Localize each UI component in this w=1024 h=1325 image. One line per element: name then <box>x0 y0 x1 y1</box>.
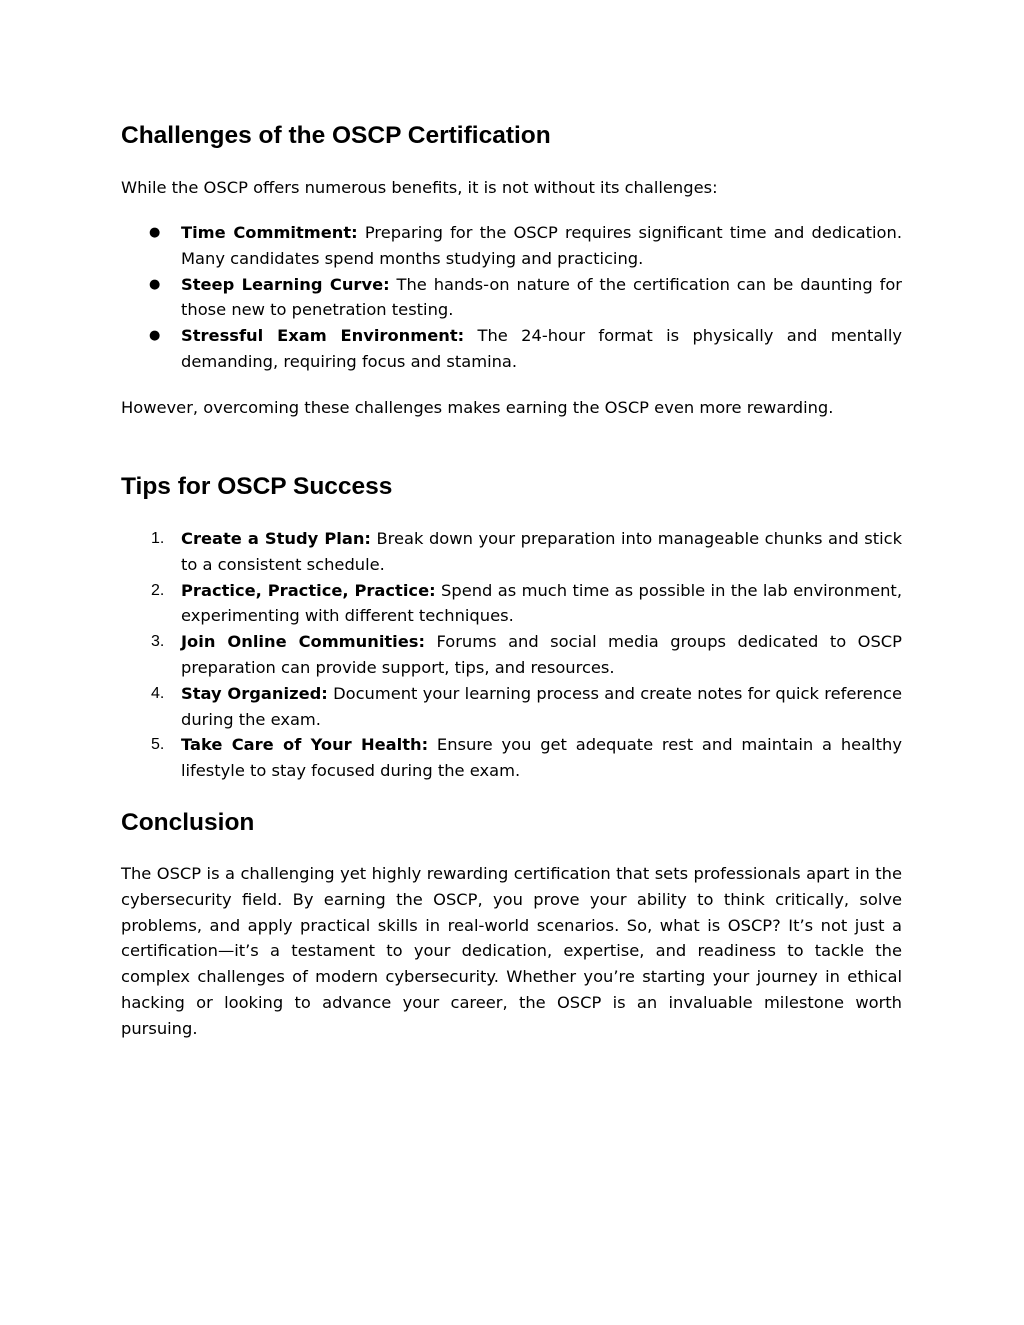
item-number: 4. <box>151 684 165 702</box>
item-text: Break down your preparation into manageable chunks and stick to a consistent schedule. <box>181 529 902 574</box>
item-lead: Stressful Exam Environment: <box>181 326 465 346</box>
item-lead: Take Care of Your Health: <box>181 735 429 755</box>
item-text: Spend as much time as possible in the lab environment, experimenting with different techniques. <box>181 580 902 626</box>
list-item <box>121 220 902 272</box>
item-text: Document your learning process and create notes for quick reference during the exam. <box>181 683 902 729</box>
list-item <box>121 681 902 733</box>
conclusion-heading: Conclusion <box>121 809 255 836</box>
bullet-icon: ● <box>149 276 161 292</box>
list-item <box>121 323 902 375</box>
item-lead: Steep Learning Curve: <box>181 274 390 294</box>
conclusion-body: The OSCP is a challenging yet highly rewarding certification that sets professionals apart in the cybersecurity field. By earning the OSCP, you prove your ability to think critically, solve problems, and apply practical skills in real-world scenarios. So, what is OSCP? It’s not just a certification—it’s a testament to your dedication, expertise, and readiness to tackle the complex challenges of modern cybersecurity. Whether you’re starting your journey in ethical hacking or looking to advance your career, the OSCP is an invaluable milestone worth pursuing. <box>121 864 902 1038</box>
item-lead: Stay Organized: <box>181 683 328 703</box>
tips-heading: Tips for OSCP Success <box>121 473 393 500</box>
list-item <box>121 732 902 784</box>
item-text: Preparing for the OSCP requires significant time and dedication. Many candidates spend months studying and practicing. <box>181 223 902 268</box>
bullet-icon: ● <box>149 225 161 240</box>
challenges-heading: Challenges of the OSCP Certification <box>121 122 551 149</box>
list-item <box>121 526 902 578</box>
tips-list <box>121 526 902 784</box>
item-text: Ensure you get adequate rest and maintain a healthy lifestyle to stay focused during the exam. <box>181 735 902 781</box>
challenges-list <box>121 220 902 375</box>
item-number: 5. <box>151 736 165 754</box>
item-text: The 24-hour format is physically and mentally demanding, requiring focus and stamina. <box>181 326 902 371</box>
item-number: 1. <box>151 530 165 547</box>
bullet-icon: ● <box>149 328 161 344</box>
challenges-intro: While the OSCP offers numerous benefits, it is not without its challenges: <box>121 178 718 197</box>
item-text: Forums and social media groups dedicated to OSCP preparation can provide support, tips, and resources. <box>181 632 902 677</box>
item-lead: Time Commitment: <box>181 223 358 242</box>
list-item <box>121 272 902 324</box>
list-item <box>121 629 902 681</box>
item-lead: Practice, Practice, Practice: <box>181 580 436 600</box>
item-text: The hands-on nature of the certification can be daunting for those new to penetration testing. <box>181 274 903 320</box>
challenges-outro: However, overcoming these challenges makes earning the OSCP even more rewarding. <box>121 398 834 417</box>
item-lead: Join Online Communities: <box>181 632 426 652</box>
item-number: 2. <box>151 581 165 599</box>
list-item <box>121 578 902 630</box>
item-number: 3. <box>151 633 165 651</box>
item-lead: Create a Study Plan: <box>181 529 371 548</box>
